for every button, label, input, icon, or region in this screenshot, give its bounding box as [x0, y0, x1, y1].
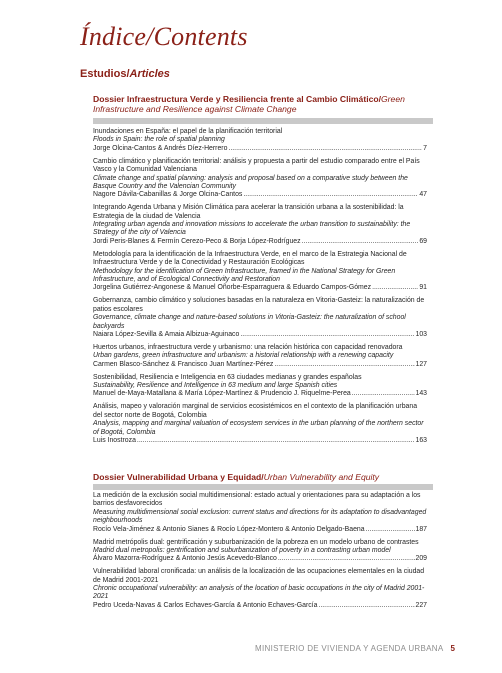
entry-title-en: Urban gardens, green infrastructure and urbanism: a historial relationship with a renewing capacity [93, 352, 394, 360]
leader-dots [240, 331, 414, 339]
entry-page-number: 7 [423, 144, 427, 152]
entry-authors: Nagore Dávila-Cabanillas & Jorge Olcina-Cantos [93, 191, 243, 199]
entry-title-es: Huertos urbanos, infraestructura verde y urbanismo: una relación histórica con capacidad renovadora [93, 343, 403, 351]
entry-authors: Carmen Blasco-Sánchez & Francisco Juan Martínez-Pérez [93, 360, 274, 368]
toc-entry[interactable] [93, 158, 427, 200]
entry-authors-line [93, 238, 427, 246]
entry-title-en: Methodology for the identification of Green Infrastructure, framed in the National Strategy for Green Infrastructure, and of Ecological Connectivity and Restoration [93, 267, 396, 283]
leader-dots [274, 361, 414, 369]
dossier-entries [93, 128, 427, 450]
entry-authors-line [93, 361, 427, 369]
entry-authors-line [93, 145, 427, 153]
entry-authors-line [93, 437, 427, 445]
leader-dots [228, 145, 422, 153]
entry-title-es: Inundaciones en España: el papel de la planificación territorial [93, 128, 283, 135]
toc-entry[interactable] [93, 539, 427, 564]
toc-entry[interactable] [93, 251, 427, 293]
entry-title-en: Climate change and spatial planning: analysis and proposal based on a comparative study between the Basque Country and the Valencian Community [93, 174, 408, 190]
entry-authors: Pedro Uceda-Navas & Carlos Echaves-García & Antonio Echaves-García [93, 601, 318, 609]
entry-page-number: 209 [415, 555, 427, 563]
entry-authors-line [93, 602, 427, 610]
toc-entry[interactable] [93, 403, 427, 445]
section-heading [80, 68, 170, 80]
entry-title-en: Floods in Spain: the role of spatial planning [93, 136, 225, 144]
entry-authors: Rocío Vela-Jiménez & Antonio Sianes & Rocío López-Montero & Antonio Delgado-Baena [93, 525, 365, 533]
entry-authors: Manuel de-Maya-Matallana & María López-Martínez & Prudencio J. Riquelme-Perea [93, 390, 351, 398]
toc-entry[interactable] [93, 492, 427, 534]
leader-dots [278, 555, 415, 563]
toc-entry[interactable] [93, 297, 427, 339]
dossier-title-en: Green Infrastructure and Resilience against Climate Change [93, 94, 405, 114]
entry-title-es: Gobernanza, cambio climático y soluciones basadas en la naturaleza en Vitoria-Gasteiz: la naturalización de patios escolares [93, 297, 425, 313]
entry-title-en: Sustainability, Resilience and Intelligence in 63 medium and large Spanish cities [93, 381, 338, 389]
entry-authors: Jorgelina Gutiérrez-Angonese & Manuel Oñorbe-Esparraguera & Eduardo Campos-Gómez [93, 284, 372, 292]
dossier-heading [93, 94, 433, 114]
dossier-title-es: Dossier Infraestructura Verde y Resiliencia frente al Cambio Climático/ [93, 94, 381, 104]
dossier-heading [93, 472, 433, 482]
entry-page-number: 227 [415, 601, 427, 609]
entry-title-es: Cambio climático y planificación territorial: análisis y propuesta a partir del estudio comparado entre el País Vasco y la Comunidad Valenciana [93, 157, 420, 174]
toc-entry[interactable] [93, 374, 427, 399]
entry-title-en: Integrating urban agenda and innovation missions to accelerate the urban transition to sustainability: the Strategy of the city of Valencia [93, 221, 411, 237]
dossier-title-es: Dossier Vulnerabilidad Urbana y Equidad/ [93, 472, 264, 482]
entry-title-es: Metodología para la identificación de la Infraestructura Verde, en el marco de la Estrategia Nacional de Infraestructura Verde y de la Conectividad y Restauración Ecológicas [93, 250, 407, 267]
entry-page-number: 143 [415, 390, 427, 398]
toc-entry[interactable] [93, 568, 427, 610]
section-heading-es: Estudios/ [80, 68, 130, 80]
leader-dots [366, 526, 415, 534]
entry-authors: Luis Inostroza [93, 436, 136, 444]
entry-title-en: Chronic occupational vulnerability: an analysis of the location of basic occupations in the city of Madrid 2001-2021 [93, 585, 425, 601]
toc-entry[interactable] [93, 204, 427, 246]
entry-authors: Jorge Olcina-Cantos & Andrés Díez-Herrero [93, 144, 228, 152]
entry-title-en: Madrid dual metropolis: gentrification and suburbanization of poverty in a contrasting urban model [93, 546, 391, 554]
entry-authors: Jordi Peris-Blanes & Fermín Cerezo-Peco & Borja López-Rodríguez [93, 237, 301, 245]
entry-page-number: 187 [415, 525, 427, 533]
leader-dots [243, 191, 418, 199]
entry-authors-line [93, 331, 427, 339]
entry-page-number: 127 [415, 360, 427, 368]
dossier-title-en: Urban Vulnerability and Equity [263, 472, 380, 482]
page-footer [255, 644, 455, 653]
toc-entry[interactable] [93, 128, 427, 153]
entry-authors-line [93, 284, 427, 292]
section-heading-en: Articles [129, 68, 170, 80]
entry-authors-line [93, 191, 427, 199]
publisher-name: MINISTERIO DE VIVIENDA Y AGENDA URBANA [255, 644, 444, 653]
entry-title-en: Measuring multidimensional social exclusion: current status and directions for its adaptation to disadvantaged neighbourhoods [93, 508, 427, 525]
entry-page-number: 103 [415, 330, 427, 338]
dossier-divider [93, 118, 433, 124]
entry-authors-line [93, 555, 427, 563]
entry-page-number: 47 [419, 191, 427, 199]
leader-dots [302, 238, 419, 246]
entry-title-es: Integrando Agenda Urbana y Misión Climática para acelerar la transición urbana a la sostenibilidad: la Estrategia de la ciudad de Valencia [93, 204, 404, 220]
entry-title-en: Governance, climate change and nature-based solutions in Vitoria-Gasteiz: the naturalization of school backyards [93, 314, 406, 330]
entry-title-en: Analysis, mapping and marginal valuation of ecosystem services in the urban planning of the northern sector of Bogotá, Colombia [93, 420, 424, 436]
entry-title-es: Análisis, mapeo y valoración marginal de servicios ecosistémicos en el contexto de la planificación urbana del sector norte de Bogotá, Colombia [93, 403, 418, 419]
entry-authors: Naiara López-Sevilla & Amaia Albizua-Aguinaco [93, 330, 240, 338]
dossier-divider [93, 484, 433, 490]
entry-authors-line [93, 390, 427, 398]
leader-dots [372, 284, 418, 292]
leader-dots [352, 390, 415, 398]
leader-dots [318, 602, 414, 610]
entry-title-es: Sostenibilidad, Resiliencia e Inteligencia en 63 ciudades medianas y grandes españolas [93, 373, 362, 381]
page-title: Índice/Contents [80, 22, 248, 51]
entry-page-number: 91 [419, 284, 427, 292]
entry-page-number: 69 [419, 237, 427, 245]
entry-authors-line [93, 526, 427, 534]
leader-dots [137, 437, 415, 445]
page-number: 5 [450, 644, 456, 653]
entry-authors: Álvaro Mazorra-Rodríguez & Antonio Jesús Acevedo-Blanco [93, 555, 277, 563]
entry-title-es: Vulnerabilidad laboral cronificada: un análisis de la localización de las ocupaciones elementales en la ciudad de Madrid 2001-2021 [93, 568, 425, 584]
entry-title-es: Madrid metrópolis dual: gentrificación y suburbanización de la pobreza en un modelo urbano de contrastes [93, 538, 419, 546]
entry-title-es: La medición de la exclusión social multidimensional: estado actual y orientaciones para su adaptación a los barrios desfavorecidos [93, 492, 421, 508]
toc-entry[interactable] [93, 344, 427, 369]
entry-page-number: 163 [415, 436, 427, 444]
dossier-entries [93, 492, 427, 615]
